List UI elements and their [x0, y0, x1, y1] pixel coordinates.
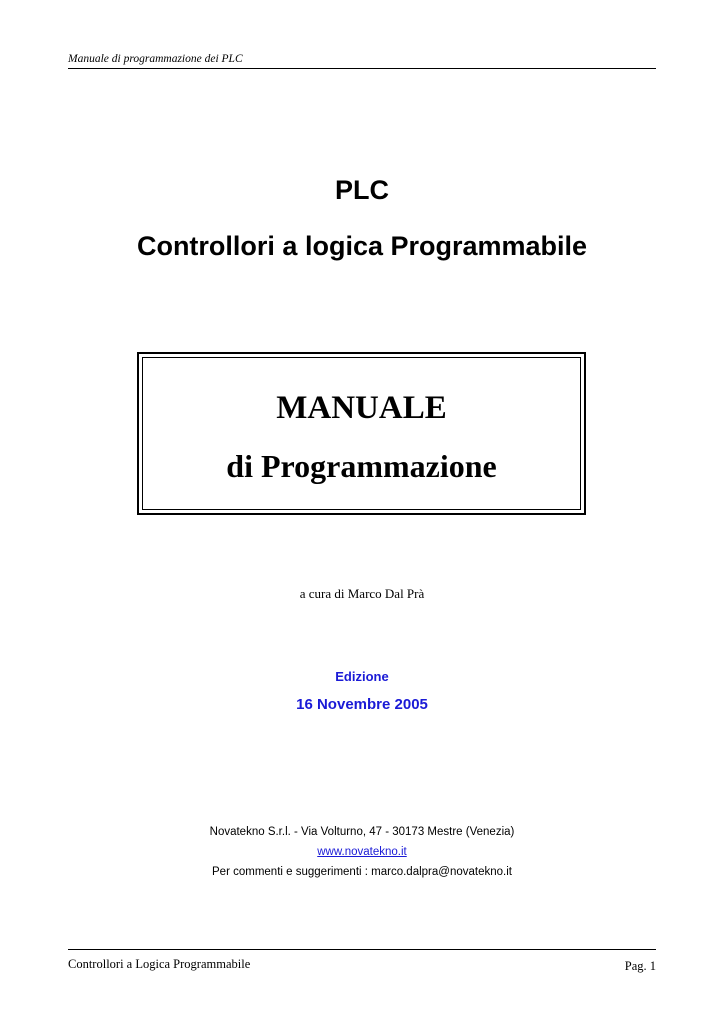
manual-title: MANUALE: [276, 390, 447, 426]
author-credit: a cura di Marco Dal Prà: [299, 586, 425, 601]
manual-title-box: [137, 352, 586, 515]
manual-title-box-inner: [142, 357, 581, 510]
document-title: [0, 170, 724, 266]
title-subtitle: Controllori a logica Programmabile: [136, 231, 588, 261]
title-plc: PLC: [335, 175, 389, 205]
footer-title: Controllori a Logica Programmabile: [68, 957, 251, 971]
running-header-title: Manuale di programmazione dei PLC: [68, 53, 243, 65]
edition-date: 16 Novembre 2005: [296, 696, 428, 713]
edition-label: Edizione: [335, 669, 389, 684]
company-info: [0, 822, 724, 882]
website-link[interactable]: www.novatekno.it: [317, 846, 407, 858]
page-number: Pag. 1: [624, 959, 656, 973]
manual-subtitle: di Programmazione: [226, 448, 497, 484]
contact-line: Per commenti e suggerimenti : marco.dalpra@novatekno.it: [212, 866, 512, 878]
company-address: Novatekno S.r.l. - Via Volturno, 47 - 30173 Mestre (Venezia): [209, 826, 515, 838]
running-footer: [68, 949, 656, 973]
running-header: [68, 52, 656, 69]
